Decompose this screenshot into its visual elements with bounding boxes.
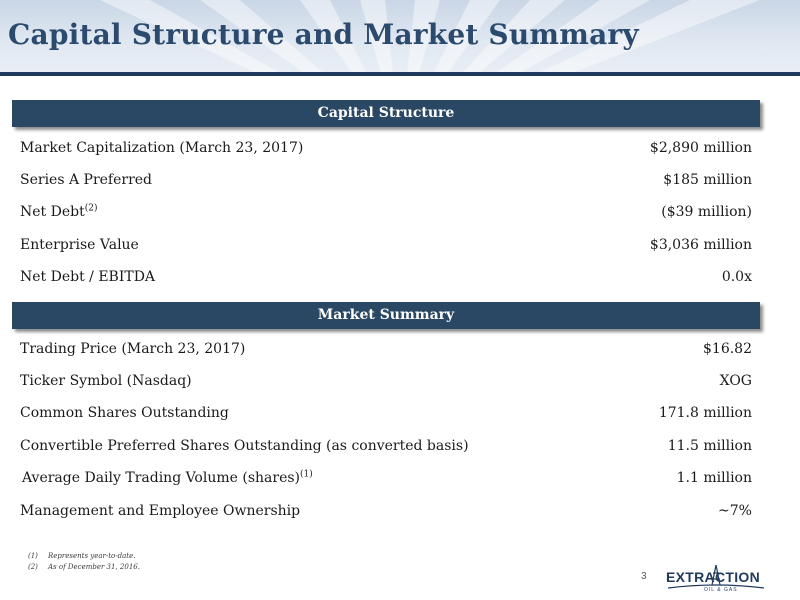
row-label: Convertible Preferred Shares Outstanding (as converted basis): [20, 438, 469, 454]
row-label: Net Debt / EBITDA: [20, 269, 156, 285]
table-row: [20, 137, 752, 159]
table-row: [20, 402, 752, 424]
logo-wordmark: EXTRACTION: [666, 569, 760, 585]
table-row: [20, 266, 752, 288]
table-row: [20, 500, 752, 522]
row-value: ~7%: [718, 503, 752, 519]
row-label: Management and Employee Ownership: [20, 503, 301, 519]
footnotes: [28, 552, 140, 574]
market-summary-heading: Market Summary: [12, 302, 760, 329]
row-value: 1.1 million: [676, 470, 752, 486]
table-row: [20, 201, 752, 223]
table-row: [20, 467, 752, 489]
table-row: [20, 435, 752, 457]
table-row: [20, 234, 752, 256]
footnote-number: (2): [28, 563, 38, 571]
footnote-text: As of December 31, 2016.: [48, 563, 140, 571]
row-label: Market Capitalization (March 23, 2017): [20, 140, 304, 156]
row-value: $3,036 million: [649, 237, 752, 253]
row-label: Enterprise Value: [20, 237, 139, 253]
row-value: $2,890 million: [649, 140, 752, 156]
row-value: 171.8 million: [658, 405, 752, 421]
footnote-ref: (1): [300, 469, 313, 480]
table-row: [20, 370, 752, 392]
row-label: Common Shares Outstanding: [20, 405, 229, 421]
slide-header: [0, 0, 800, 72]
footnote-number: (1): [28, 552, 38, 560]
row-label: Series A Preferred: [20, 172, 153, 188]
row-label: Ticker Symbol (Nasdaq): [20, 373, 192, 389]
footnote: [28, 552, 140, 563]
capital-structure-heading: Capital Structure: [12, 100, 760, 127]
row-value: XOG: [719, 373, 752, 389]
row-value: 0.0x: [721, 269, 752, 285]
page-title: Capital Structure and Market Summary: [8, 18, 639, 51]
footnote-ref: (2): [84, 203, 98, 214]
footnote: [28, 563, 140, 574]
row-label: Trading Price (March 23, 2017): [20, 341, 246, 357]
row-label: Average Daily Trading Volume (shares)$^{(1)}$: [22, 469, 313, 486]
row-value: 11.5 million: [667, 438, 752, 454]
table-row: [20, 169, 752, 191]
row-label: Net Debt$^{(2)}$: [20, 203, 98, 220]
footnote-text: Represents year-to-date.: [48, 552, 136, 560]
logo-subtitle: OIL & GAS: [704, 587, 738, 593]
row-value: $16.82: [703, 341, 752, 357]
row-value: $185 million: [663, 172, 752, 188]
page-number: 3: [641, 571, 647, 582]
company-logo: [666, 565, 766, 595]
row-value: ($39 million): [661, 204, 752, 220]
header-divider: [0, 72, 800, 76]
table-row: [20, 338, 752, 360]
